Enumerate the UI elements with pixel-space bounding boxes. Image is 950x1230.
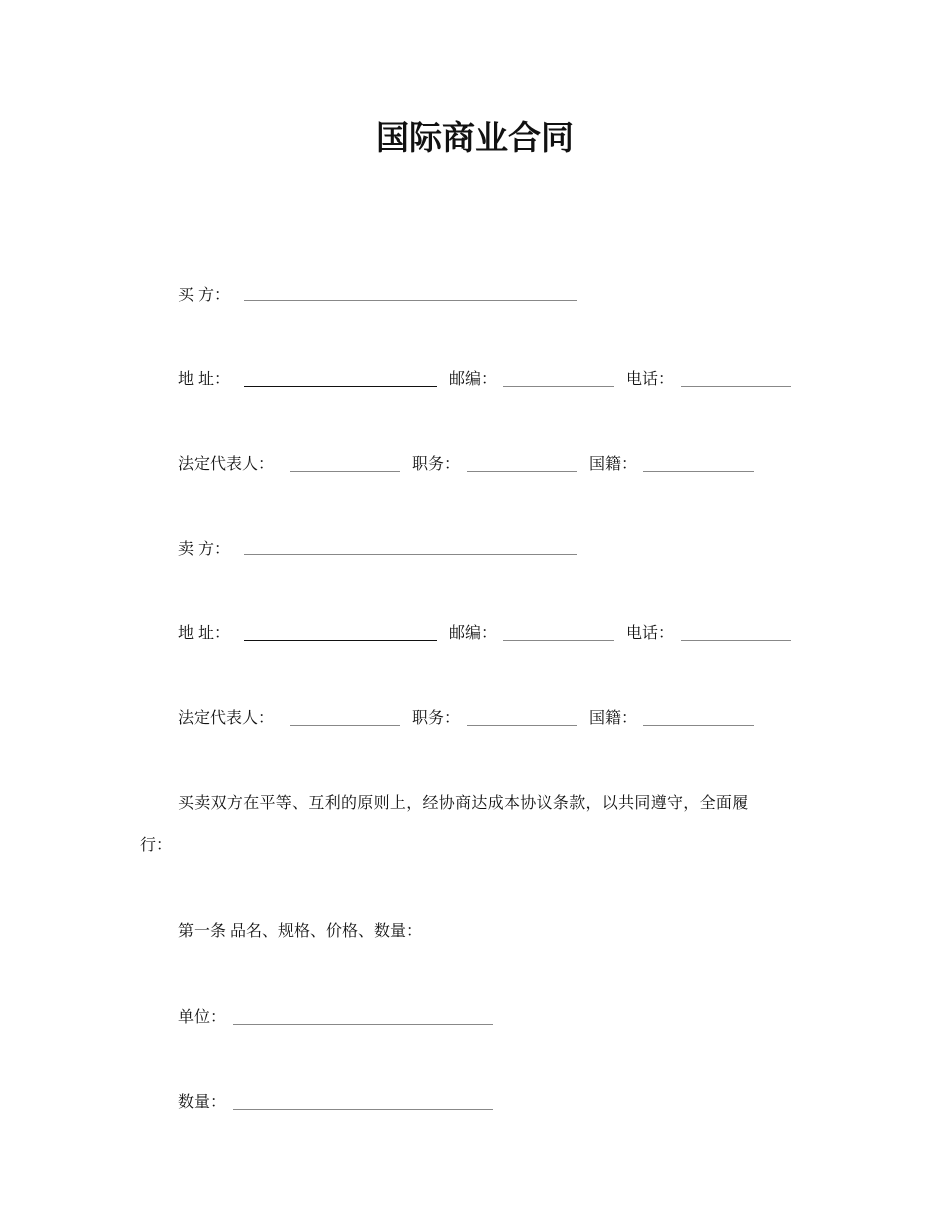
document-title: 国际商业合同 bbox=[376, 119, 574, 156]
buyer-postcode-label: 邮编： bbox=[449, 371, 498, 388]
unit-label: 单位： bbox=[178, 1009, 227, 1026]
buyer-phone-label: 电话： bbox=[626, 371, 675, 388]
article-1-heading: 第一条 品名、规格、价格、数量： bbox=[178, 923, 423, 940]
seller-rep-label: 法定代表人： bbox=[178, 710, 275, 727]
buyer-label: 买 方： bbox=[178, 287, 231, 304]
seller-position-field[interactable] bbox=[467, 725, 577, 726]
buyer-address-label: 地 址： bbox=[178, 371, 231, 388]
buyer-postcode-field[interactable] bbox=[503, 386, 614, 387]
seller-position-label: 职务： bbox=[412, 710, 461, 727]
buyer-rep-label: 法定代表人： bbox=[178, 456, 275, 473]
quantity-field[interactable] bbox=[233, 1109, 493, 1110]
buyer-rep-field[interactable] bbox=[290, 471, 400, 472]
buyer-position-label: 职务： bbox=[412, 456, 461, 473]
intro-paragraph-line2: 行： bbox=[140, 837, 173, 854]
buyer-phone-field[interactable] bbox=[681, 386, 791, 387]
buyer-nationality-field[interactable] bbox=[643, 471, 754, 472]
quantity-label: 数量： bbox=[178, 1094, 227, 1111]
buyer-address-field[interactable] bbox=[244, 386, 437, 387]
buyer-name-field[interactable] bbox=[244, 300, 577, 301]
seller-address-field[interactable] bbox=[244, 640, 437, 641]
seller-postcode-label: 邮编： bbox=[449, 625, 498, 642]
unit-field[interactable] bbox=[233, 1024, 493, 1025]
seller-name-field[interactable] bbox=[244, 554, 577, 555]
intro-paragraph-line1: 买卖双方在平等、互利的原则上，经协商达成本协议条款，以共同遵守，全面履 bbox=[178, 795, 749, 812]
seller-postcode-field[interactable] bbox=[503, 640, 614, 641]
seller-address-label: 地 址： bbox=[178, 625, 231, 642]
buyer-position-field[interactable] bbox=[467, 471, 577, 472]
buyer-nationality-label: 国籍： bbox=[589, 456, 638, 473]
seller-phone-label: 电话： bbox=[626, 625, 675, 642]
seller-phone-field[interactable] bbox=[681, 640, 791, 641]
seller-nationality-field[interactable] bbox=[643, 725, 754, 726]
seller-label: 卖 方： bbox=[178, 541, 231, 558]
seller-nationality-label: 国籍： bbox=[589, 710, 638, 727]
seller-rep-field[interactable] bbox=[290, 725, 400, 726]
